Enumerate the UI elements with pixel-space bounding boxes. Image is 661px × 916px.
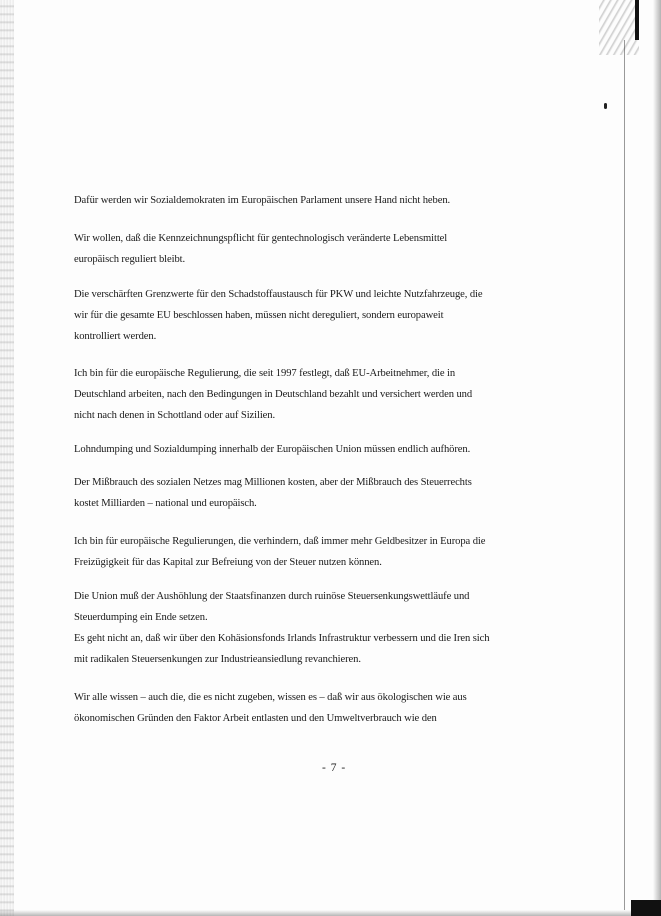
text-line: wir für die gesamte EU beschlossen haben, müssen nicht dereguliert, sondern europaweit: [74, 310, 444, 321]
text-line: Ich bin für europäische Regulierungen, die verhindern, daß immer mehr Geldbesitzer in Europa die: [74, 536, 486, 547]
text-line: Wir alle wissen – auch die, die es nicht zugeben, wissen es – daß wir aus ökologischen wie aus: [74, 692, 467, 703]
paragraph: [74, 687, 554, 729]
paragraph: [74, 531, 554, 573]
text-line: Ich bin für die europäische Regulierung, die seit 1997 festlegt, daß EU-Arbeitnehmer, die in: [74, 368, 456, 379]
text-line: Die Union muß der Aushöhlung der Staatsfinanzen durch ruinöse Steuersenkungswettläufe und: [74, 591, 470, 602]
scan-artifact-corner: [599, 0, 639, 55]
scan-artifact-bottom: [0, 910, 661, 916]
paragraph: [74, 586, 554, 670]
text-line: Es geht nicht an, daß wir über den Kohäsionsfonds Irlands Infrastruktur verbessern und die Iren sich: [74, 633, 490, 644]
text-line: europäisch reguliert bleibt.: [74, 254, 186, 265]
scan-speck: [604, 103, 607, 109]
body-text: [74, 176, 554, 729]
paragraph: [74, 472, 554, 514]
scan-artifact-left: [0, 0, 14, 916]
paragraph: [74, 228, 554, 270]
scan-artifact-edge: [653, 0, 661, 916]
scan-artifact-bar: [635, 0, 639, 40]
page-number: - 7 -: [322, 762, 347, 774]
paragraph: [74, 190, 554, 211]
text-line: Steuerdumping ein Ende setzen.: [74, 612, 208, 623]
text-line: Lohndumping und Sozialdumping innerhalb der Europäischen Union müssen endlich aufhören.: [74, 444, 471, 455]
paragraph: [74, 363, 554, 426]
scan-artifact-line: [624, 40, 625, 910]
text-line: Freizügigkeit für das Kapital zur Befreiung von der Steuer nutzen können.: [74, 557, 382, 568]
text-line: Die verschärften Grenzwerte für den Schadstoffaustausch für PKW und leichte Nutzfahrzeuge, die: [74, 289, 483, 300]
paragraph: [74, 284, 554, 347]
text-line: Dafür werden wir Sozialdemokraten im Europäischen Parlament unsere Hand nicht heben.: [74, 195, 451, 206]
scan-artifact-corner-bottom: [631, 900, 661, 916]
text-line: mit radikalen Steuersenkungen zur Industrieansiedlung revanchieren.: [74, 654, 361, 665]
text-line: Wir wollen, daß die Kennzeichnungspflicht für gentechnologisch veränderte Lebensmittel: [74, 233, 448, 244]
text-line: kontrolliert werden.: [74, 331, 157, 342]
text-line: kostet Milliarden – national und europäisch.: [74, 498, 257, 509]
text-line: ökonomischen Gründen den Faktor Arbeit entlasten und den Umweltverbrauch wie den: [74, 713, 437, 724]
text-line: nicht nach denen in Schottland oder auf Sizilien.: [74, 410, 276, 421]
paragraph: [74, 439, 554, 460]
text-line: Der Mißbrauch des sozialen Netzes mag Millionen kosten, aber der Mißbrauch des Steuerrechts: [74, 477, 472, 488]
text-line: Deutschland arbeiten, nach den Bedingungen in Deutschland bezahlt und versichert werden und: [74, 389, 473, 400]
